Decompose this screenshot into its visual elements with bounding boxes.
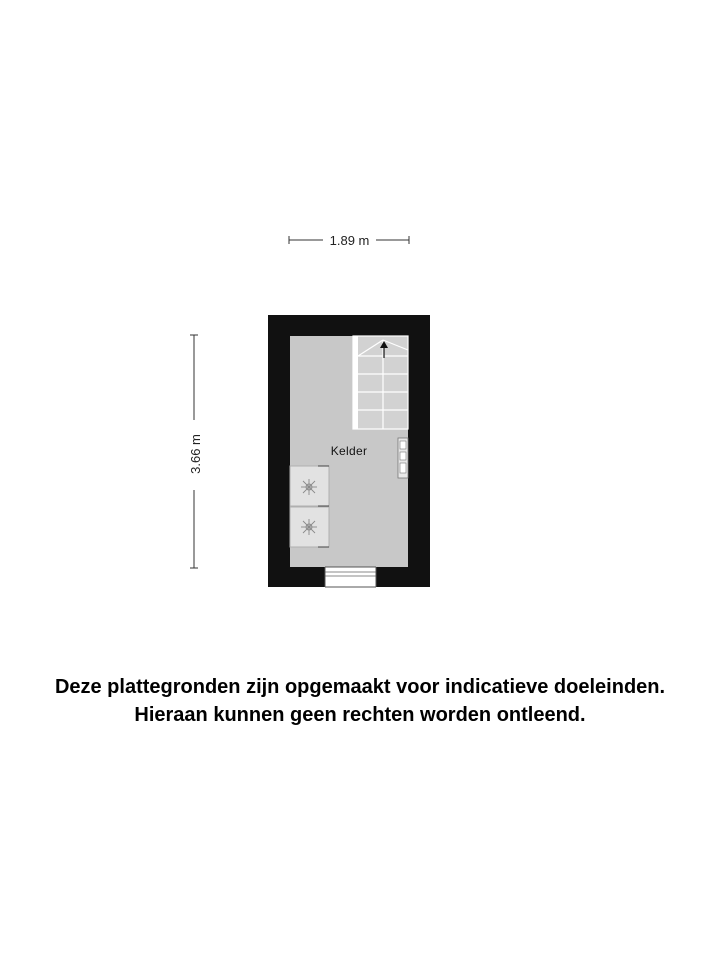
stairs-icon bbox=[353, 336, 408, 429]
width-dimension bbox=[289, 233, 409, 248]
dryer-icon bbox=[290, 507, 329, 547]
room-label-kelder: Kelder bbox=[330, 444, 368, 458]
height-dimension-label: 3.66 m bbox=[188, 434, 203, 474]
disclaimer-line-1: Deze plattegronden zijn opgemaakt voor indicatieve doeleinden. bbox=[54, 676, 666, 698]
height-dimension bbox=[188, 335, 203, 568]
meter-icon bbox=[398, 438, 408, 478]
washing-machine-icon bbox=[290, 466, 329, 506]
width-dimension-label: 1.89 m bbox=[329, 233, 370, 248]
window-icon bbox=[325, 567, 376, 587]
disclaimer-line-2: Hieraan kunnen geen rechten worden ontleend. bbox=[134, 704, 586, 726]
